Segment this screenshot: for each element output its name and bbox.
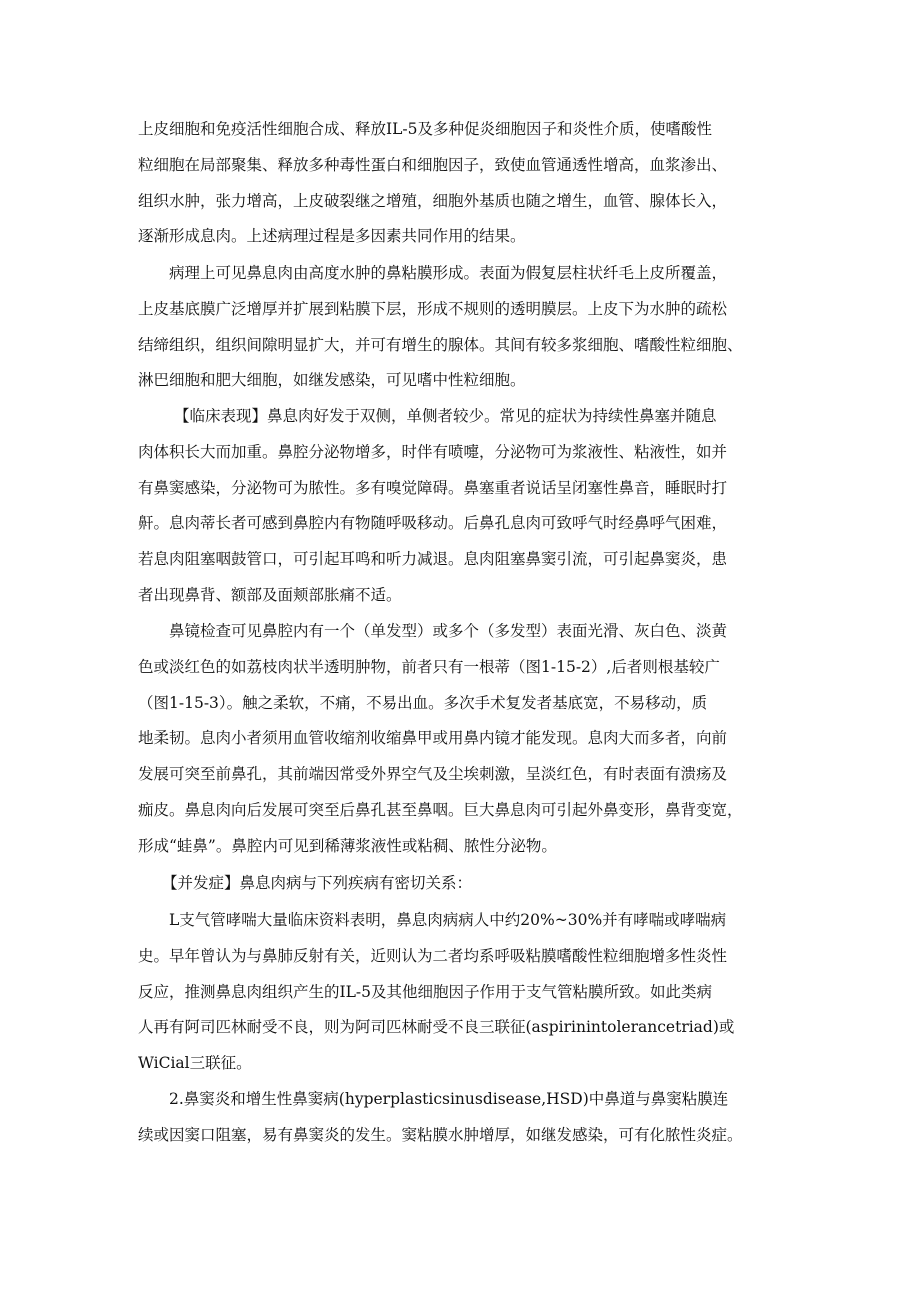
text-line: 痂皮。鼻息肉向后发展可突至后鼻孔甚至鼻咽。巨大鼻息肉可引起外鼻变形，鼻背变宽， [138,800,743,819]
text-line: 【并发症】鼻息肉病与下列疾病有密切关系： [162,874,473,892]
text-line: 组织水肿，张力增高，上皮破裂继之增殖，细胞外基质也随之增生，血管、腺体长入， [138,191,728,210]
text-line: 反应，推测鼻息肉组织产生的IL-5及其他细胞因子作用于支气管粘膜所致。如此类病 [138,982,713,1001]
paragraph-clinical-manifestations [138,399,798,614]
paragraph-rhinoscopy [138,614,798,865]
paragraph-sinusitis [138,1082,798,1154]
paragraph-pathology [138,256,798,399]
text-line: 【临床表现】鼻息肉好发于双侧，单侧者较少。常见的症状为持续性鼻塞并随息 [174,407,717,425]
text-line: 色或淡红色的如荔枝肉状半透明肿物，前者只有一根蒂（图1-15-2）,后者则根基较广 [138,657,720,676]
text-line: 逐渐形成息肉。上述病理过程是多因素共同作用的结果。 [138,227,526,246]
text-line: 人再有阿司匹林耐受不良，则为阿司匹林耐受不良三联征(aspirinintolerancetriad)或 [138,1018,735,1037]
text-line: 者出现鼻背、额部及面颊部胀痛不适。 [138,585,402,604]
text-line: 肉体积长大而加重。鼻腔分泌物增多，时伴有喷嚏，分泌物可为浆液性、粘液性，如并 [138,442,728,461]
text-line: 发展可突至前鼻孔，其前端因常受外界空气及尘埃刺激，呈淡红色，有时表面有溃疡及 [138,765,728,784]
text-line: 粒细胞在局部聚集、释放多种毒性蛋白和细胞因子，致使血管通透性增高，血浆渗出、 [138,155,728,174]
text-line: 形成“蛙鼻”。鼻腔内可见到稀薄浆液性或粘稠、脓性分泌物。 [138,836,557,855]
text-line: L支气管哮喘大量临床资料表明，鼻息肉病病人中约20%~30%并有哮喘或哮喘病 [169,911,727,929]
text-line: 史。早年曾认为与鼻肺反射有关，近则认为二者均系呼吸粘膜嗜酸性粒细胞增多性炎性 [138,946,728,965]
paragraph-asthma [138,903,798,1082]
text-line: 鼾。息肉蒂长者可感到鼻腔内有物随呼吸移动。后鼻孔息肉可致呼气时经鼻呼气困难， [138,514,728,533]
text-line: 病理上可见鼻息肉由高度水肿的鼻粘膜形成。表面为假复层柱状纤毛上皮所覆盖， [169,264,728,282]
text-line: 结缔组织，组织间隙明显扩大，并可有增生的腺体。其间有较多浆细胞、嗜酸性粒细胞、 [138,335,743,354]
text-line: 续或因窦口阻塞，易有鼻窦炎的发生。窦粘膜水肿增厚，如继发感染，可有化脓性炎症。 [138,1125,743,1144]
text-line: WiCial三联征。 [138,1054,252,1073]
paragraph-complications-heading [138,866,798,902]
text-line: 鼻镜检查可见鼻腔内有一个（单发型）或多个（多发型）表面光滑、灰白色、淡黄 [169,622,728,640]
text-line: 淋巴细胞和肥大细胞，如继发感染，可见嗜中性粒细胞。 [138,371,526,390]
paragraph-pathogenesis [138,112,798,255]
text-line: 有鼻窦感染，分泌物可为脓性。多有嗅觉障碍。鼻塞重者说话呈闭塞性鼻音，睡眠时打 [138,478,728,497]
text-line: 若息肉阻塞咽鼓管口，可引起耳鸣和听力减退。息肉阻塞鼻窦引流，可引起鼻窦炎，患 [138,550,728,569]
text-line: 上皮基底膜广泛增厚并扩展到粘膜下层，形成不规则的透明膜层。上皮下为水肿的疏松 [138,299,728,318]
text-line: 2.鼻窦炎和增生性鼻窦病(hyperplasticsinusdisease,HSD)中鼻道与鼻窦粘膜连 [169,1090,729,1108]
text-line: 地柔韧。息肉小者须用血管收缩剂收缩鼻甲或用鼻内镜才能发现。息肉大而多者，向前 [138,729,728,748]
text-line: 上皮细胞和免疫活性细胞合成、释放IL-5及多种促炎细胞因子和炎性介质，使嗜酸性 [138,120,713,138]
text-line: （图1-15-3）。触之柔软，不痛，不易出血。多次手术复发者基底宽，不易移动，质 [138,693,708,712]
